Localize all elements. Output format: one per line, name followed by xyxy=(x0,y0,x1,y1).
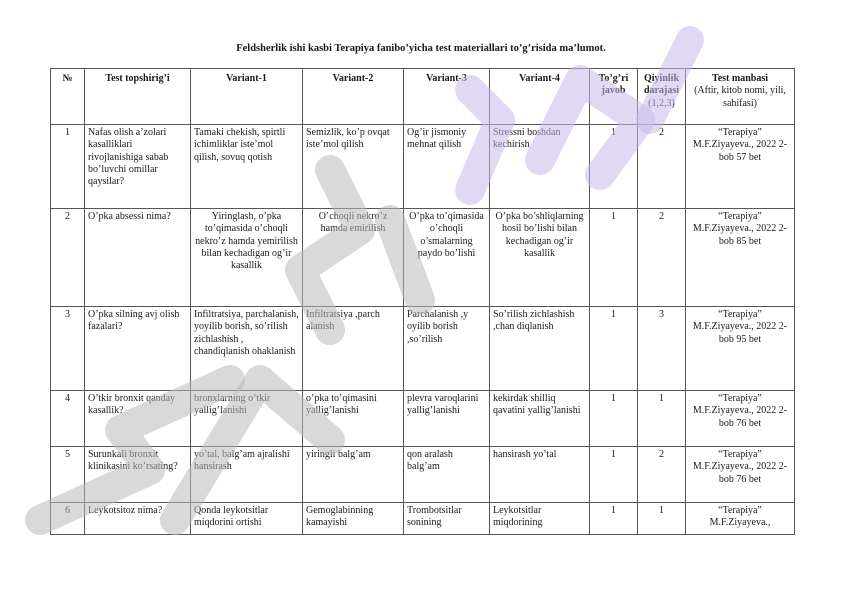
source-cell: “Terapiya” M.F.Ziyayeva., 2022 2- bob 85 bet xyxy=(686,209,795,307)
answer-cell: 1 xyxy=(590,391,638,447)
document-title: Feldsherlik ishi kasbi Terapiya fanibo’yicha test materiallari to’g’risida ma’lumot. xyxy=(236,43,606,54)
col-header-variant-3: Variant-3 xyxy=(404,69,490,125)
source-cell: “Terapiya” M.F.Ziyayeva., 2022 2- bob 76 bet xyxy=(686,447,795,503)
row-number: 2 xyxy=(51,209,85,307)
col-header-variant-2: Variant-2 xyxy=(303,69,404,125)
variant-2-cell: Semizlik, ko’p ovqat iste’mol qilish xyxy=(303,125,404,209)
source-cell: “Terapiya” M.F.Ziyayeva., xyxy=(686,503,795,535)
col-header-difficulty xyxy=(638,69,686,125)
task-cell: O’pka silning avj olish fazalari? xyxy=(85,307,191,391)
answer-cell: 1 xyxy=(590,209,638,307)
task-cell: O’pka absessi nima? xyxy=(85,209,191,307)
variant-1-cell: bronxlarning o’tkir yallig’lanishi xyxy=(191,391,303,447)
source-cell: “Terapiya” M.F.Ziyayeva., 2022 2- bob 76 bet xyxy=(686,391,795,447)
variant-2-cell: O’choqli nekro’z hamda emirilish xyxy=(303,209,404,307)
answer-cell: 1 xyxy=(590,307,638,391)
variant-4-cell: So’rilish zichlashish ,chan diqlanish xyxy=(490,307,590,391)
col-header-variant-4: Variant-4 xyxy=(490,69,590,125)
variant-4-cell: Leykotsitlar miqdorining xyxy=(490,503,590,535)
variant-1-cell: Qonda leykotsitlar miqdorini ortishi xyxy=(191,503,303,535)
table-row xyxy=(51,447,795,503)
source-label: Test manbasi xyxy=(711,73,769,84)
col-header-number: № xyxy=(51,69,85,125)
variant-3-cell: Trombotsitlar sonining xyxy=(404,503,490,535)
difficulty-cell: 2 xyxy=(638,125,686,209)
task-cell: Surunkali bronxit klinikasini ko’rsating? xyxy=(85,447,191,503)
variant-1-cell: yo’tal, balg’am ajralishi hansirash xyxy=(191,447,303,503)
variant-3-cell: Parchalanish ,y oyilib borish ,so’rilish xyxy=(404,307,490,391)
variant-3-cell: Og’ir jismoniy mehnat qilish xyxy=(404,125,490,209)
table-row xyxy=(51,503,795,535)
table-row xyxy=(51,307,795,391)
answer-cell: 1 xyxy=(590,503,638,535)
variant-4-cell: kekirdak shilliq qavatini yallig’lanishi xyxy=(490,391,590,447)
task-cell: O’tkir bronxit qanday kasallik? xyxy=(85,391,191,447)
row-number: 6 xyxy=(51,503,85,535)
difficulty-cell: 3 xyxy=(638,307,686,391)
variant-4-cell: hansirash yo’tal xyxy=(490,447,590,503)
table-row xyxy=(51,209,795,307)
difficulty-cell: 1 xyxy=(638,391,686,447)
col-header-task: Test topshirig’i xyxy=(85,69,191,125)
task-cell: Leykotsitoz nima? xyxy=(85,503,191,535)
table-row xyxy=(51,391,795,447)
variant-2-cell: Infiltratsiya ,parch alanish xyxy=(303,307,404,391)
variant-3-cell: plevra varoqlarini yallig’lanishi xyxy=(404,391,490,447)
answer-cell: 1 xyxy=(590,447,638,503)
variant-1-cell: Infiltratsiya, parchalanish, yoyilib borish, so’rilish zichlashish , chandiqlanish ohaklanish xyxy=(191,307,303,391)
col-header-correct-answer: To’g’ri javob xyxy=(590,69,638,125)
header-row xyxy=(51,69,795,125)
col-header-variant-1: Variant-1 xyxy=(191,69,303,125)
difficulty-cell: 1 xyxy=(638,503,686,535)
test-materials-table xyxy=(50,68,795,535)
difficulty-cell: 2 xyxy=(638,209,686,307)
source-note: (Aftir, kitob nomi, yili, sahifasi) xyxy=(694,85,786,109)
difficulty-cell: 2 xyxy=(638,447,686,503)
source-cell: “Terapiya” M.F.Ziyayeva., 2022 2- bob 57 bet xyxy=(686,125,795,209)
difficulty-label: Qiyinlik darajasi xyxy=(643,73,679,97)
variant-1-cell: Yiringlash, o’pka to’qimasida o’choqli nekro’z hamda yemirilish bilan kechadigan og’ir kasallik xyxy=(191,209,303,307)
variant-3-cell: qon aralash balg’am xyxy=(404,447,490,503)
row-number: 3 xyxy=(51,307,85,391)
variant-1-cell: Tamaki chekish, spirtli ichimliklar iste’mol qilish, sovuq qotish xyxy=(191,125,303,209)
row-number: 4 xyxy=(51,391,85,447)
row-number: 1 xyxy=(51,125,85,209)
difficulty-note: (1,2,3) xyxy=(648,97,675,109)
table-row xyxy=(51,125,795,209)
variant-4-cell: O’pka bo’shliqlarning hosil bo’lishi bilan kechadigan og’ir kasallik xyxy=(490,209,590,307)
variant-2-cell: o’pka to’qimasini yallig’lanishi xyxy=(303,391,404,447)
variant-2-cell: yiringli balg’am xyxy=(303,447,404,503)
col-header-source xyxy=(686,69,795,125)
source-cell: “Terapiya” M.F.Ziyayeva., 2022 2- bob 95 bet xyxy=(686,307,795,391)
variant-2-cell: Gemoglabinning kamayishi xyxy=(303,503,404,535)
task-cell: Nafas olish a’zolari kasalliklari rivojlanishiga sabab bo’luvchi omillar qaysilar? xyxy=(85,125,191,209)
row-number: 5 xyxy=(51,447,85,503)
variant-3-cell: O’pka to’qimasida o’choqli o’smalarning paydo bo’lishi xyxy=(404,209,490,307)
variant-4-cell: Stressni boshdan kechirish xyxy=(490,125,590,209)
answer-cell: 1 xyxy=(590,125,638,209)
